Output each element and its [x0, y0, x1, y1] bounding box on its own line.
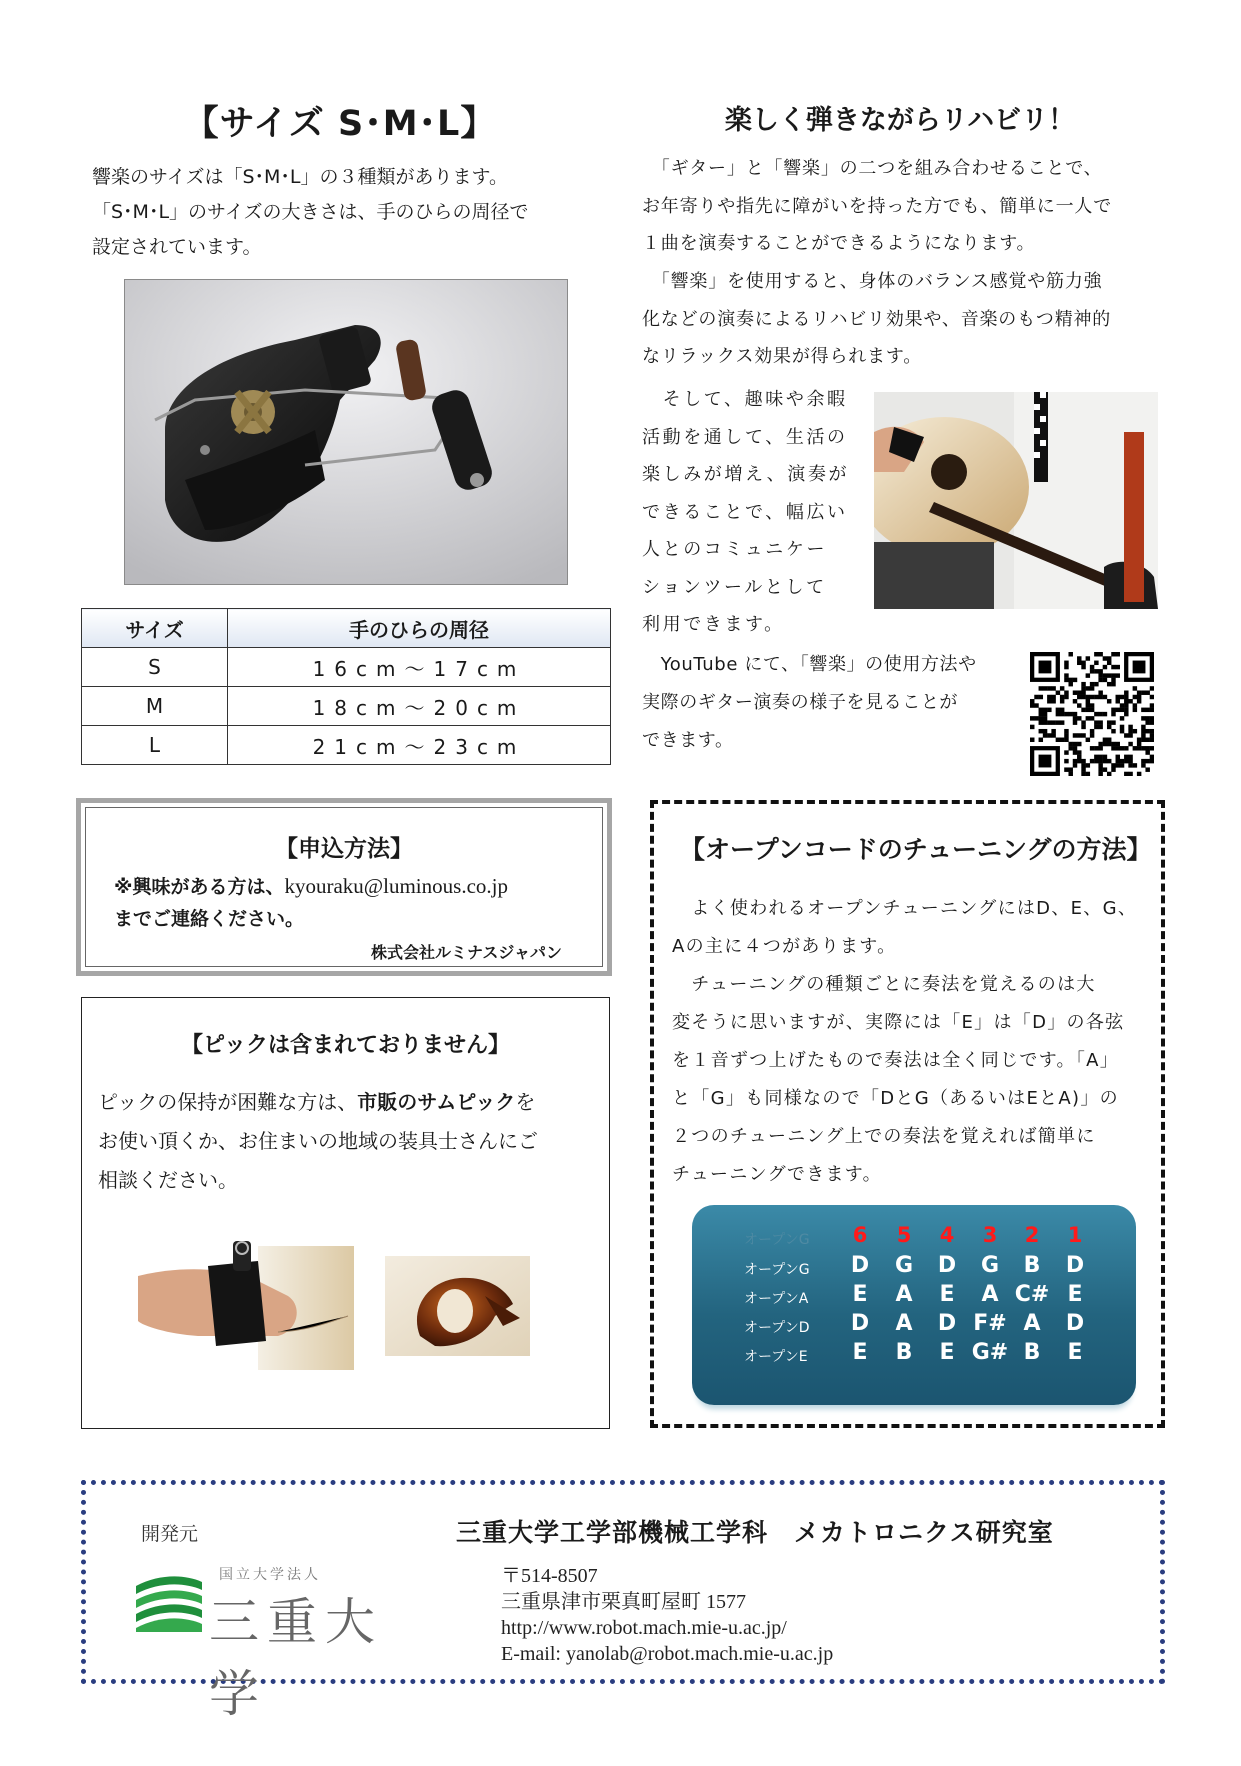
size-table-header — [82, 609, 611, 648]
note-cell: D — [1065, 1311, 1085, 1336]
tuning-row-open-e — [692, 1338, 1136, 1368]
range-cell: 16cm〜17cm — [228, 648, 611, 687]
row-label: オープンA — [744, 1291, 809, 1307]
youtube-text: YouTube にて、「響楽」の使用方法や 実際のギター演奏の様子を見ることが できます。 — [642, 654, 977, 751]
size-table — [81, 608, 611, 765]
size-cell: S — [82, 648, 228, 687]
university-emblem-icon — [134, 1574, 204, 1634]
pick-box — [81, 997, 610, 1429]
tuning-chart — [692, 1205, 1136, 1405]
note-cell: F# — [973, 1311, 1007, 1336]
rehab-paragraph-2: 「響楽」を使用すると、身体のバランス感覚や筋力強 化などの演奏によるリハビリ効果や、音楽のもつ精神的 なリラックス効果が得られます。 — [642, 271, 1112, 367]
contact-address — [501, 1563, 833, 1667]
mie-university-logo — [134, 1560, 434, 1723]
note-cell: A — [981, 1282, 999, 1307]
string-number: 4 — [939, 1223, 955, 1247]
product-photo — [124, 279, 568, 585]
row-label: オープンG — [744, 1262, 810, 1278]
note-cell: A — [1023, 1311, 1041, 1336]
developer-label: 開発元 — [141, 1523, 199, 1545]
note-cell: B — [1023, 1340, 1041, 1365]
note-cell: E — [852, 1340, 868, 1365]
pick-title: 【ピックは含まれておりません】 — [180, 1033, 511, 1058]
string-number-row — [692, 1221, 1136, 1251]
postal-code: 〒514-8507 — [501, 1565, 598, 1587]
rehab-paragraph-3: そして、趣味や余暇 活動を通して、生活の 楽しみが増え、演奏が できることで、幅広い 人とのコミュニケー ションツールとして 利用できます。 — [642, 389, 850, 635]
apply-line-1: ※興味がある方は、kyouraku@luminous.co.jp — [114, 874, 508, 898]
size-description: 響楽のサイズは「S･M･L」の３種類があります。 「S･M･L」のサイズの大きさは、手のひらの周径で 設定されています。 — [92, 166, 529, 258]
thumb-pick-photo — [385, 1256, 530, 1356]
guitar-photo — [874, 392, 1158, 609]
logo-name: 三重大学 — [209, 1593, 383, 1723]
rehab-paragraph-1: 「ギター」と「響楽」の二つを組み合わせることで、 お年寄りや指先に障がいを持った方でも、簡単に一人で １曲を演奏することができるようになります。 — [642, 158, 1112, 254]
note-cell: D — [1065, 1253, 1085, 1278]
string-number: 3 — [982, 1223, 998, 1247]
note-cell: A — [895, 1282, 913, 1307]
note-cell: E — [1067, 1340, 1083, 1365]
note-cell: E — [1067, 1282, 1083, 1307]
note-cell: D — [850, 1311, 870, 1336]
lab-email-link[interactable]: E-mail: yanolab@robot.mach.mie-u.ac.jp — [501, 1643, 834, 1665]
range-cell: 21cm〜23cm — [228, 726, 611, 765]
size-cell: L — [82, 726, 228, 765]
street-address: 三重県津市栗真町屋町 1577 — [501, 1591, 746, 1613]
note-cell: D — [937, 1253, 957, 1278]
developer-footer — [81, 1480, 1165, 1723]
row-label: オープンE — [744, 1349, 808, 1365]
size-heading: 【サイズ S･M･L】 — [183, 104, 497, 144]
header-size: サイズ — [82, 609, 228, 648]
string-number: 5 — [896, 1223, 912, 1247]
row-label: オープンD — [744, 1320, 810, 1336]
note-cell: G# — [971, 1340, 1009, 1365]
note-cell: E — [939, 1340, 955, 1365]
apply-email-link[interactable]: kyouraku@luminous.co.jp — [284, 874, 508, 898]
note-cell: A — [895, 1311, 913, 1336]
table-row — [82, 687, 611, 726]
row-label: オープンG — [744, 1232, 810, 1248]
note-cell: B — [1023, 1253, 1041, 1278]
tuning-text: よく使われるオープンチューニングにはD、E、G、 Aの主に４つがあります。 チューニングの種類ごとに奏法を覚えるのは大 変そうに思いますが、実際には「E」は「D」の各弦 を１音ずつ上げたもので奏法は全く同じです。「A」 と「G」も同様なので「DとG（あるいはEとA)」の ２つのチューニング上での奏法を覚えれば簡単に チューニングできます。 — [672, 898, 1138, 1185]
note-cell: G — [980, 1253, 1000, 1278]
lab-url-link[interactable]: http://www.robot.mach.mie-u.ac.jp/ — [501, 1617, 787, 1639]
hand-photo — [138, 1236, 354, 1370]
tuning-row-open-a — [692, 1280, 1136, 1310]
qr-code[interactable] — [1030, 652, 1154, 776]
apply-box — [76, 798, 612, 976]
apply-title: 【申込方法】 — [275, 836, 413, 862]
lab-name: 三重大学工学部機械工学科 メカトロニクス研究室 — [456, 1518, 1054, 1547]
string-number: 2 — [1024, 1223, 1040, 1247]
note-cell: D — [850, 1253, 870, 1278]
note-cell: D — [937, 1311, 957, 1336]
table-row — [82, 648, 611, 687]
note-cell: B — [895, 1340, 913, 1365]
apply-line-2: までご連絡ください。 — [114, 908, 305, 930]
note-cell: E — [852, 1282, 868, 1307]
note-cell: C# — [1014, 1282, 1050, 1307]
range-cell: 18cm〜20cm — [228, 687, 611, 726]
tuning-row-open-d — [692, 1309, 1136, 1339]
pick-text: ピックの保持が困難な方は、市販のサムピックを お使い頂くか、お住まいの地域の装具士さんにご 相談ください。 — [98, 1090, 538, 1192]
string-number: 1 — [1067, 1223, 1083, 1247]
note-cell: E — [939, 1282, 955, 1307]
note-cell: G — [894, 1253, 914, 1278]
header-palm: 手のひらの周径 — [228, 609, 611, 648]
size-cell: M — [82, 687, 228, 726]
tuning-title: 【オープンコードのチューニングの方法】 — [680, 835, 1152, 864]
table-row — [82, 726, 611, 765]
tuning-row-open-g — [692, 1251, 1136, 1281]
tuning-box — [650, 800, 1165, 1428]
rehab-heading: 楽しく弾きながらリハビリ！ — [724, 105, 1076, 136]
string-number: 6 — [852, 1223, 868, 1247]
apply-company: 株式会社ルミナスジャパン — [370, 943, 562, 962]
logo-subtitle: 国立大学法人 — [219, 1567, 321, 1583]
